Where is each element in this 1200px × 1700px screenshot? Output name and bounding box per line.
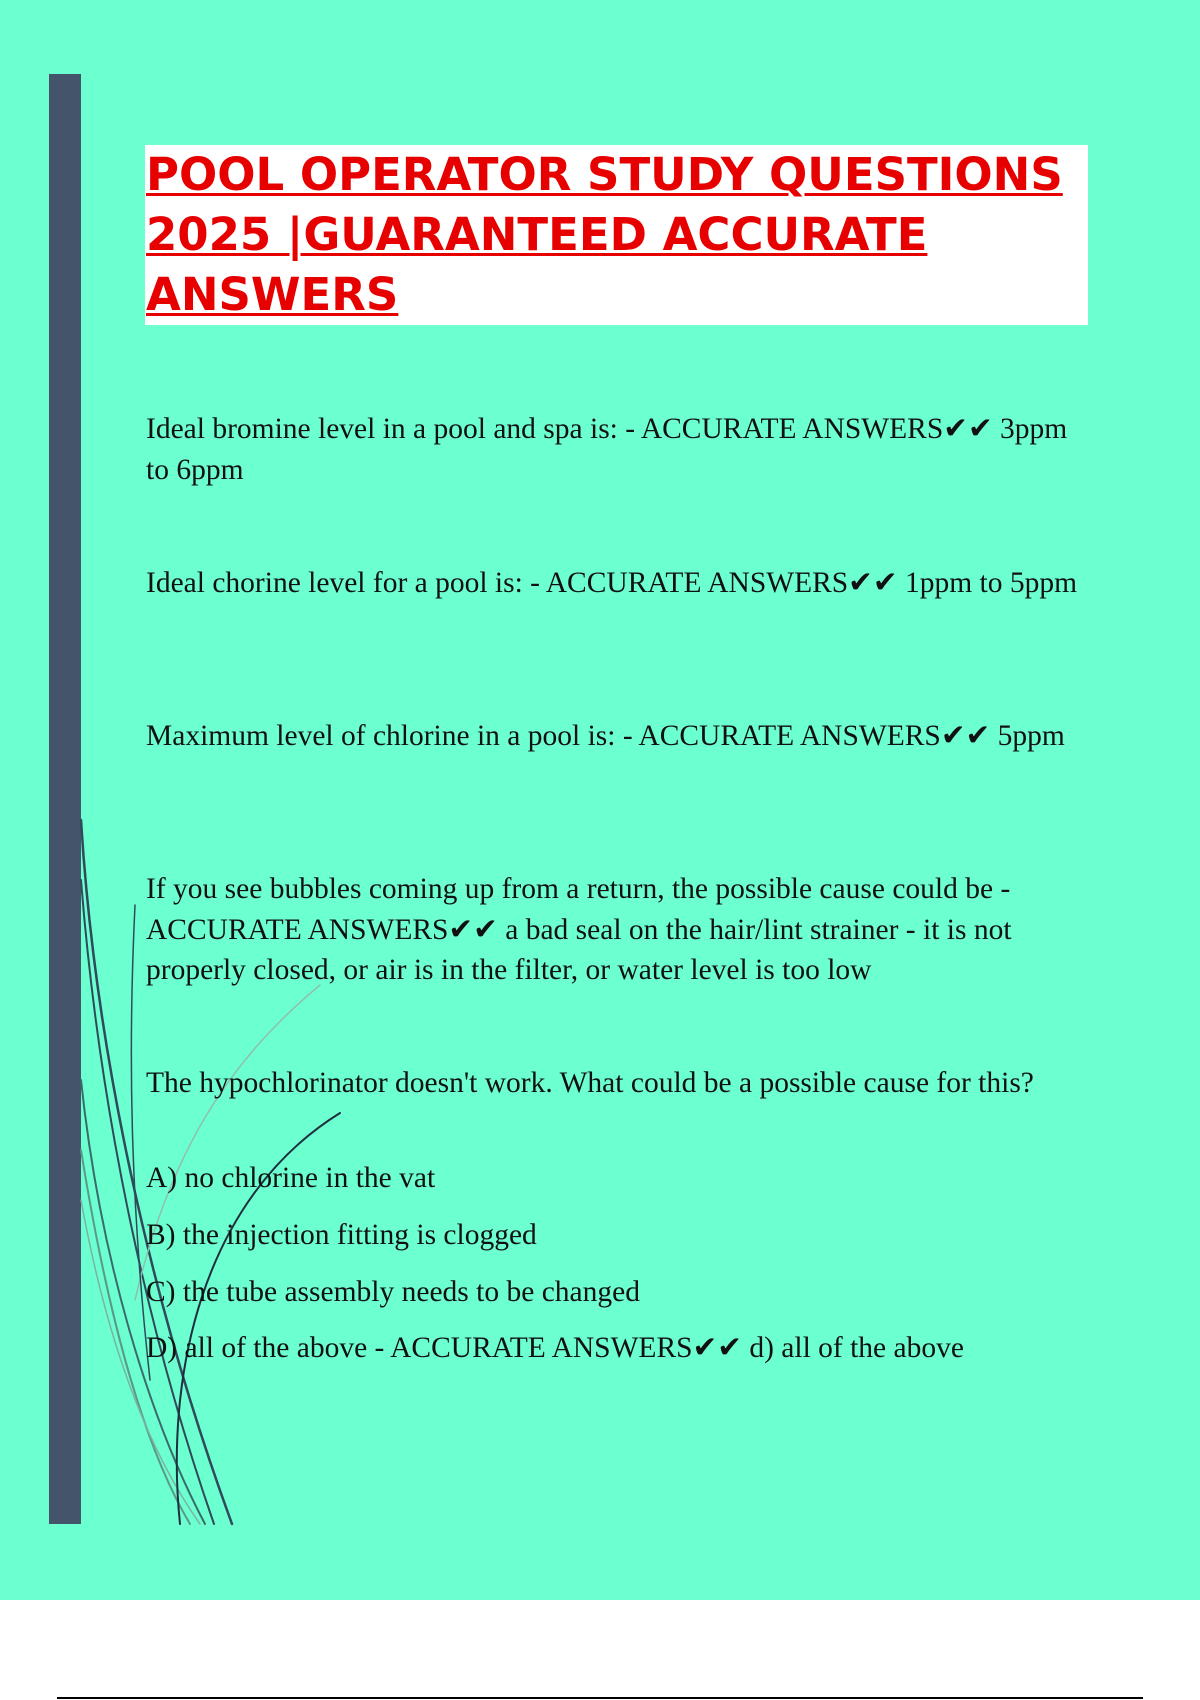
answer-option-d: D) all of the above - ACCURATE ANSWERS✔✔ d) all of the above	[146, 1332, 964, 1364]
document-title: POOL OPERATOR STUDY QUESTIONS 2025 |GUARANTEED ACCURATE ANSWERS	[146, 148, 1063, 321]
question-chlorine-max: Maximum level of chlorine in a pool is: - ACCURATE ANSWERS✔✔ 5ppm	[146, 720, 1065, 752]
question-bubbles: If you see bubbles coming up from a return, the possible cause could be - ACCURATE ANSWERS✔✔ a bad seal on the hair/lint strainer - it is not properly closed, or air is in the filter, or water level is too low	[146, 873, 1012, 986]
question-bromine: Ideal bromine level in a pool and spa is: - ACCURATE ANSWERS✔✔ 3ppm to 6ppm	[146, 413, 1068, 486]
title-box	[145, 145, 1088, 325]
answer-option-b: B) the injection fitting is clogged	[146, 1219, 537, 1251]
answer-option-c: C) the tube assembly needs to be changed	[146, 1276, 640, 1308]
question-hypochlorinator: The hypochlorinator doesn't work. What could be a possible cause for this?	[146, 1067, 1034, 1099]
footer-rule	[57, 1697, 1143, 1699]
decorative-side-bar	[49, 74, 81, 1524]
question-chlorine-ideal: Ideal chorine level for a pool is: - ACCURATE ANSWERS✔✔ 1ppm to 5ppm	[146, 567, 1078, 599]
answer-option-a: A) no chlorine in the vat	[146, 1162, 436, 1194]
